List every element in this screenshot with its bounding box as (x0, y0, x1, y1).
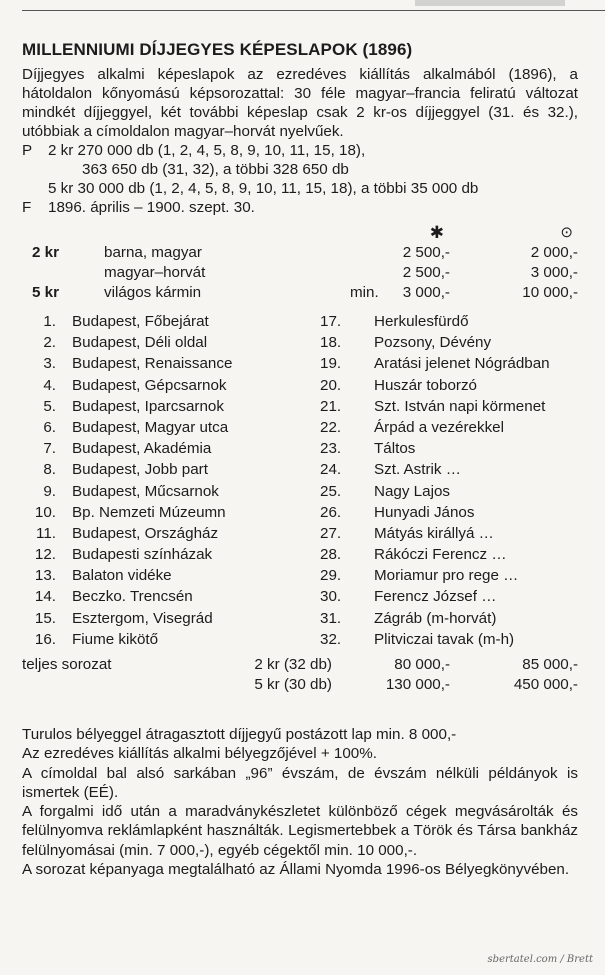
card-title: Budapest, Akadémia (72, 440, 212, 458)
used-postmark-icon: ⊙ (560, 224, 573, 241)
price-denomination: 5 kr (32, 284, 60, 301)
card-list-item (320, 608, 590, 629)
card-number: 27. (320, 524, 342, 542)
card-list-item (320, 586, 590, 607)
card-number: 21. (320, 397, 342, 415)
card-list-item (320, 629, 590, 650)
card-title: Hunyadi János (374, 503, 475, 521)
card-number: 17. (320, 313, 342, 330)
card-list-item (22, 353, 292, 374)
card-list-item (22, 481, 292, 502)
card-list-item (22, 311, 292, 332)
card-number: 28. (320, 546, 342, 564)
card-title: Pozsony, Dévény (374, 334, 492, 352)
card-list-item (320, 375, 590, 396)
card-number: 7. (43, 440, 56, 458)
catalog-page (22, 40, 578, 879)
card-title: Budapest, Iparcsarnok (72, 397, 224, 415)
card-list-item (320, 523, 590, 544)
card-title: Herkulesfürdő (374, 313, 469, 330)
card-list-item (320, 565, 590, 586)
card-title: Beczko. Trencsén (72, 588, 193, 606)
set-used: 85 000,- (522, 656, 578, 673)
mint-asterisk-icon: ✱ (429, 223, 444, 242)
card-number: 20. (320, 376, 342, 394)
set-mint: 130 000,- (385, 676, 450, 693)
card-list-item (22, 375, 292, 396)
note: A forgalmi idő után a maradványkészletet különböző cégek megvásárolták és felülnyomva reklámlapként használták. Legismertebbek a Török és Társa bankház felülnyomásai (min. 7 000,-), egyéb cégektől min. 10 000,-. (22, 803, 578, 859)
set-row (22, 675, 578, 695)
price-denomination: 2 kr (32, 244, 60, 261)
price-mint: 2 500,- (402, 244, 450, 261)
card-title: Budapest, Műcsarnok (72, 482, 219, 500)
set-count: 5 kr (30 db) (254, 676, 332, 693)
price-color: barna, magyar (104, 244, 202, 261)
card-title: Ferencz József … (374, 588, 497, 606)
card-number: 24. (320, 461, 342, 479)
printing-line-1 (22, 141, 578, 160)
usage-period-line (22, 198, 578, 217)
card-title: Szt. István napi körmenet (374, 397, 546, 415)
card-number: 14. (34, 588, 56, 606)
card-list-item (320, 353, 590, 374)
card-title: Fiume kikötő (72, 630, 159, 648)
card-number: 9. (43, 482, 56, 500)
card-number: 4. (43, 376, 56, 394)
card-list-item (320, 332, 590, 353)
card-number: 19. (320, 355, 342, 373)
card-list-item (22, 332, 292, 353)
header-fragment (415, 0, 565, 6)
price-row (22, 243, 578, 263)
card-title: Nagy Lajos (374, 482, 450, 500)
card-number: 23. (320, 440, 342, 458)
card-list-item (320, 459, 590, 480)
card-number: 8. (43, 461, 56, 479)
card-number: 11. (36, 524, 56, 542)
card-number: 15. (34, 609, 56, 627)
card-list-item (22, 502, 292, 523)
card-list-item (22, 396, 292, 417)
watermark-signature: sbertatel.com / Brett (487, 954, 593, 965)
price-header (22, 225, 578, 243)
set-used: 450 000,- (513, 676, 578, 693)
price-used: 10 000,- (522, 284, 578, 301)
price-mint: 3 000,- (402, 284, 450, 301)
card-number: 2. (43, 334, 56, 352)
card-list-right (320, 311, 590, 650)
card-list-item (22, 438, 292, 459)
card-list-item (320, 311, 590, 332)
price-used: 2 000,- (530, 244, 578, 261)
card-number: 3. (43, 355, 56, 373)
card-list-item (320, 396, 590, 417)
card-list-item (320, 502, 590, 523)
card-number: 32. (320, 630, 342, 648)
card-number: 1. (43, 313, 56, 330)
card-title: Budapest, Jobb part (72, 461, 208, 479)
card-list-left (22, 311, 292, 650)
price-color: világos kármin (104, 284, 202, 301)
card-title: Bp. Nemzeti Múzeumn (72, 503, 226, 521)
price-table (22, 225, 578, 303)
card-list (22, 311, 578, 651)
card-list-item (22, 523, 292, 544)
note: Az ezredéves kiállítás alkalmi bélyegzőjével + 100%. (22, 745, 377, 763)
card-list-item (320, 438, 590, 459)
card-number: 22. (320, 418, 342, 436)
usage-label: F (22, 199, 32, 216)
set-prices (22, 655, 578, 695)
set-label: teljes sorozat (22, 656, 112, 673)
card-title: Aratási jelenet Nógrádban (374, 355, 550, 373)
card-title: Balaton vidéke (72, 567, 172, 585)
price-mint: 2 500,- (402, 264, 450, 281)
card-title: Moriamur pro rege … (374, 567, 519, 585)
card-title: Plitviczai tavak (m-h) (374, 630, 515, 648)
note: A sorozat képanyaga megtalálható az Állami Nyomda 1996-os Bélyegkönyvében. (22, 861, 570, 879)
card-title: Rákóczi Ferencz … (374, 546, 507, 564)
printing-line-3: 5 kr 30 000 db (1, 2, 4, 5, 8, 9, 10, 11, 15, 18), a többi 35 000 db (48, 180, 479, 197)
card-list-item (22, 586, 292, 607)
card-number: 18. (320, 334, 342, 352)
section-title: MILLENNIUMI DÍJJEGYES KÉPESLAPOK (1896) (22, 40, 413, 59)
printing-label: P (22, 142, 33, 159)
card-title: Szt. Astrik … (374, 461, 461, 479)
card-number: 29. (320, 567, 342, 585)
top-rule (22, 10, 605, 11)
card-number: 26. (320, 503, 342, 521)
card-list-item (22, 544, 292, 565)
note: Turulos bélyeggel átragasztott díjjegyű postázott lap min. 8 000,- (22, 726, 457, 743)
note: A címoldal bal alsó sarkában „96” évszám, de évszám nélküli példányok is ismertek (EÉ). (22, 764, 578, 801)
printing-2kr: 2 kr 270 000 db (1, 2, 4, 5, 8, 9, 10, 11, 15, 18), (48, 142, 366, 159)
card-number: 25. (320, 482, 342, 500)
price-used: 3 000,- (530, 264, 578, 281)
card-number: 31. (320, 609, 342, 627)
set-mint: 80 000,- (394, 656, 450, 673)
card-list-item (22, 565, 292, 586)
card-title: Huszár toborzó (374, 376, 477, 394)
card-title: Budapest, Gépcsarnok (72, 376, 227, 394)
card-title: Budapest, Déli oldal (72, 334, 208, 352)
card-title: Budapesti színházak (72, 546, 213, 564)
price-min: min. (350, 284, 379, 301)
card-number: 16. (34, 630, 56, 648)
notes (22, 725, 578, 879)
card-title: Budapest, Főbejárat (72, 313, 209, 330)
set-row (22, 655, 578, 675)
card-title: Táltos (374, 440, 416, 458)
card-number: 12. (34, 546, 56, 564)
card-title: Budapest, Országház (72, 524, 219, 542)
set-count: 2 kr (32 db) (254, 656, 332, 673)
card-title: Mátyás királlyá … (374, 524, 494, 542)
card-number: 6. (43, 418, 56, 436)
card-number: 10. (34, 503, 56, 521)
usage-period: 1896. április – 1900. szept. 30. (48, 199, 255, 216)
card-list-item (22, 459, 292, 480)
card-title: Budapest, Renaissance (72, 355, 233, 373)
card-list-item (320, 417, 590, 438)
printing-line-2: 363 650 db (31, 32), a többi 328 650 db (82, 161, 349, 178)
price-color: magyar–horvát (104, 264, 206, 281)
intro-paragraph: Díjjegyes alkalmi képeslapok az ezredéves kiállítás alkalmából (1896), a hátoldalon kőnyomású képsorozattal: 30 féle magyar–francia feliratú változat mindkét díjjeggyel, két további képeslap csak 2 kr-os díjjeggyel (31. és 32.), utóbbiak a címoldalon magyar–horvát nyelvűek. (22, 66, 578, 140)
card-list-item (320, 481, 590, 502)
card-title: Esztergom, Visegrád (72, 609, 213, 627)
card-title: Zágráb (m-horvát) (374, 609, 497, 627)
card-list-item (22, 629, 292, 650)
card-number: 5. (43, 397, 56, 415)
card-list-item (320, 544, 590, 565)
card-list-item (22, 608, 292, 629)
price-row (22, 283, 578, 303)
card-title: Árpád a vezérekkel (374, 418, 505, 436)
price-row (22, 263, 578, 283)
card-list-item (22, 417, 292, 438)
card-number: 30. (320, 588, 342, 606)
card-title: Budapest, Magyar utca (72, 418, 229, 436)
card-number: 13. (34, 567, 56, 585)
